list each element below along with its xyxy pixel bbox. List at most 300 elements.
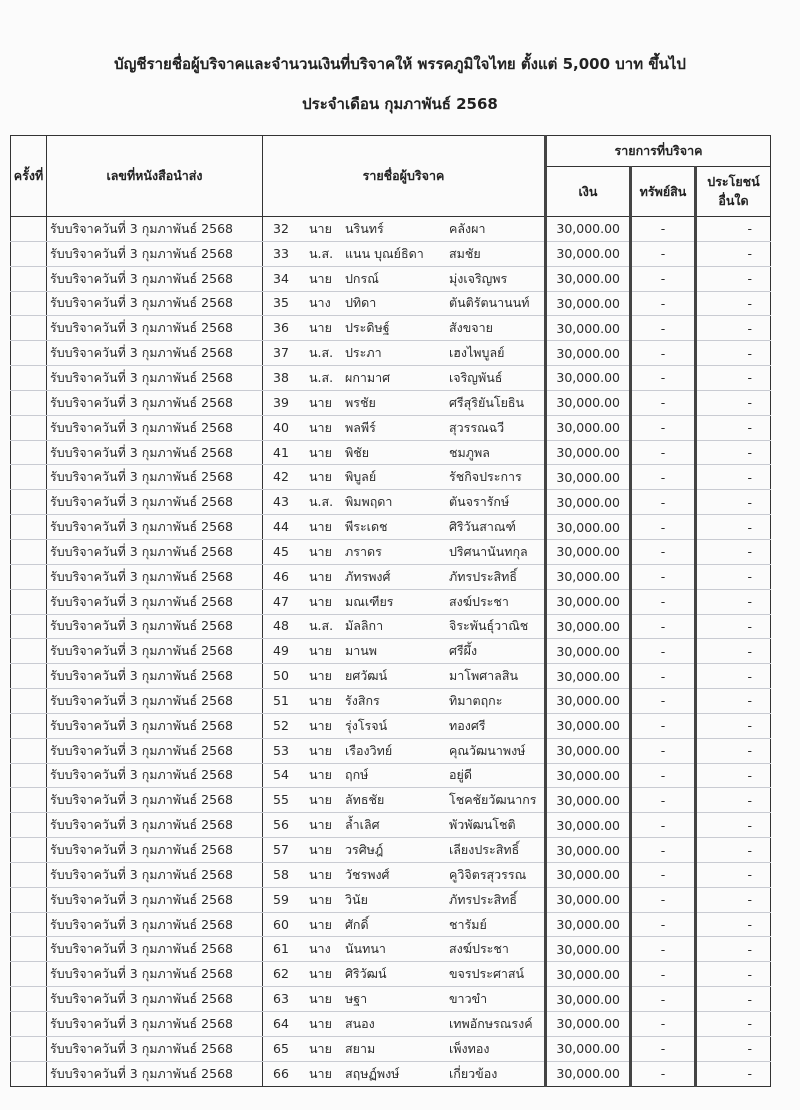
cell-order: [11, 465, 47, 490]
cell-donor: [263, 291, 546, 316]
cell-cash: 30,000.00: [546, 664, 631, 689]
cell-ref: รับบริจาควันที่ 3 กุมภาพันธ์ 2568: [47, 390, 263, 415]
cell-other-benefit: -: [696, 713, 771, 738]
cell-ref: รับบริจาควันที่ 3 กุมภาพันธ์ 2568: [47, 862, 263, 887]
cell-property: -: [631, 862, 696, 887]
cell-donor: [263, 539, 546, 564]
donor-first-name: พิมพฤดา: [345, 494, 393, 510]
donor-number: 64: [273, 1015, 289, 1031]
cell-ref: รับบริจาควันที่ 3 กุมภาพันธ์ 2568: [47, 887, 263, 912]
donor-number: 36: [273, 320, 289, 336]
donor-title: นาย: [309, 991, 332, 1007]
donor-number: 47: [273, 593, 289, 609]
donor-title: น.ส.: [309, 345, 334, 361]
cell-cash: 30,000.00: [546, 1061, 631, 1086]
cell-other-benefit: -: [696, 366, 771, 391]
cell-donor: [263, 912, 546, 937]
header-other-benefit: ประโยชน์ อื่นใด: [696, 167, 771, 217]
donor-last-name: ตันจรารักษ์: [449, 494, 510, 510]
cell-order: [11, 639, 47, 664]
cell-other-benefit: -: [696, 689, 771, 714]
donor-last-name: เลียงประสิทธิ์: [449, 842, 520, 858]
donor-first-name: ประภา: [345, 345, 382, 361]
donor-number: 57: [273, 842, 289, 858]
donor-number: 46: [273, 568, 289, 584]
table-row: [11, 813, 771, 838]
cell-ref: รับบริจาควันที่ 3 กุมภาพันธ์ 2568: [47, 291, 263, 316]
cell-ref: รับบริจาควันที่ 3 กุมภาพันธ์ 2568: [47, 440, 263, 465]
cell-other-benefit: -: [696, 316, 771, 341]
table-row: [11, 217, 771, 242]
cell-order: [11, 291, 47, 316]
donor-title: นาย: [309, 419, 332, 435]
donor-title: น.ส.: [309, 618, 334, 634]
cell-other-benefit: -: [696, 291, 771, 316]
cell-ref: รับบริจาควันที่ 3 กุมภาพันธ์ 2568: [47, 564, 263, 589]
cell-other-benefit: -: [696, 664, 771, 689]
cell-property: -: [631, 341, 696, 366]
donor-title: นาง: [309, 941, 331, 957]
donor-first-name: ภัทรพงศ์: [345, 568, 391, 584]
donor-last-name: ชารัมย์: [449, 916, 487, 932]
donor-first-name: ลัทธชัย: [345, 792, 385, 808]
cell-order: [11, 539, 47, 564]
donor-last-name: จิระพันธุ์วาณิช: [449, 618, 529, 634]
cell-donor: [263, 763, 546, 788]
cell-donor: [263, 490, 546, 515]
cell-cash: 30,000.00: [546, 887, 631, 912]
cell-other-benefit: -: [696, 912, 771, 937]
cell-donor: [263, 689, 546, 714]
table-row: [11, 291, 771, 316]
table-row: [11, 316, 771, 341]
cell-cash: 30,000.00: [546, 614, 631, 639]
cell-cash: 30,000.00: [546, 266, 631, 291]
donor-first-name: พรชัย: [345, 394, 376, 410]
cell-order: [11, 589, 47, 614]
cell-property: -: [631, 937, 696, 962]
cell-other-benefit: -: [696, 1012, 771, 1037]
cell-other-benefit: -: [696, 813, 771, 838]
cell-cash: 30,000.00: [546, 862, 631, 887]
cell-property: -: [631, 689, 696, 714]
cell-donor: [263, 266, 546, 291]
cell-order: [11, 1036, 47, 1061]
cell-cash: 30,000.00: [546, 539, 631, 564]
table-row: [11, 937, 771, 962]
donor-first-name: วินัย: [345, 891, 368, 907]
cell-property: -: [631, 713, 696, 738]
table-row: [11, 1036, 771, 1061]
donor-number: 45: [273, 543, 289, 559]
table-row: [11, 713, 771, 738]
donor-number: 66: [273, 1065, 289, 1081]
cell-order: [11, 763, 47, 788]
table-row: [11, 564, 771, 589]
table-row: [11, 962, 771, 987]
cell-ref: รับบริจาควันที่ 3 กุมภาพันธ์ 2568: [47, 788, 263, 813]
cell-donor: [263, 465, 546, 490]
cell-donor: [263, 987, 546, 1012]
cell-other-benefit: -: [696, 465, 771, 490]
cell-property: -: [631, 788, 696, 813]
table-row: [11, 1061, 771, 1086]
donor-first-name: มณเฑียร: [345, 593, 394, 609]
cell-order: [11, 738, 47, 763]
donor-number: 37: [273, 345, 289, 361]
cell-donor: [263, 838, 546, 863]
cell-order: [11, 962, 47, 987]
donor-number: 49: [273, 643, 289, 659]
cell-donor: [263, 962, 546, 987]
donor-last-name: ศรีผึ้ง: [449, 643, 478, 659]
cell-cash: 30,000.00: [546, 962, 631, 987]
table-row: [11, 838, 771, 863]
donor-last-name: สงฆ์ประชา: [449, 941, 509, 957]
donor-title: นาย: [309, 842, 332, 858]
cell-cash: 30,000.00: [546, 838, 631, 863]
cell-cash: 30,000.00: [546, 639, 631, 664]
cell-cash: 30,000.00: [546, 713, 631, 738]
donor-first-name: สนอง: [345, 1015, 375, 1031]
cell-order: [11, 515, 47, 540]
cell-property: -: [631, 291, 696, 316]
cell-order: [11, 987, 47, 1012]
donor-title: นาย: [309, 1015, 332, 1031]
donor-first-name: พีระเดช: [345, 519, 388, 535]
cell-order: [11, 664, 47, 689]
cell-ref: รับบริจาควันที่ 3 กุมภาพันธ์ 2568: [47, 1061, 263, 1086]
cell-donor: [263, 937, 546, 962]
cell-ref: รับบริจาควันที่ 3 กุมภาพันธ์ 2568: [47, 490, 263, 515]
donor-number: 48: [273, 618, 289, 634]
donor-title: น.ส.: [309, 494, 334, 510]
donor-first-name: ศักดิ์: [345, 916, 369, 932]
donor-number: 42: [273, 469, 289, 485]
donor-number: 44: [273, 519, 289, 535]
cell-order: [11, 614, 47, 639]
donor-first-name: มัลลิกา: [345, 618, 384, 634]
donor-title: นาย: [309, 394, 332, 410]
cell-cash: 30,000.00: [546, 366, 631, 391]
donor-last-name: ตันติรัตนานนท์: [449, 295, 530, 311]
donor-last-name: คุณวัฒนาพงษ์: [449, 742, 526, 758]
donor-number: 55: [273, 792, 289, 808]
donor-first-name: นันทนา: [345, 941, 386, 957]
table-row: [11, 689, 771, 714]
cell-property: -: [631, 490, 696, 515]
donor-title: นาย: [309, 817, 332, 833]
cell-cash: 30,000.00: [546, 987, 631, 1012]
cell-property: -: [631, 664, 696, 689]
cell-other-benefit: -: [696, 1036, 771, 1061]
donor-title: นาย: [309, 643, 332, 659]
donor-last-name: สมชัย: [449, 245, 481, 261]
cell-cash: 30,000.00: [546, 689, 631, 714]
cell-cash: 30,000.00: [546, 564, 631, 589]
cell-other-benefit: -: [696, 639, 771, 664]
donor-last-name: ทองศรี: [449, 717, 486, 733]
table-row: [11, 1012, 771, 1037]
cell-ref: รับบริจาควันที่ 3 กุมภาพันธ์ 2568: [47, 738, 263, 763]
cell-property: -: [631, 241, 696, 266]
donor-first-name: ปทิดา: [345, 295, 377, 311]
donor-first-name: ปกรณ์: [345, 270, 379, 286]
cell-other-benefit: -: [696, 838, 771, 863]
donor-number: 43: [273, 494, 289, 510]
cell-donor: [263, 415, 546, 440]
table-row: [11, 887, 771, 912]
cell-cash: 30,000.00: [546, 440, 631, 465]
cell-ref: รับบริจาควันที่ 3 กุมภาพันธ์ 2568: [47, 241, 263, 266]
cell-other-benefit: -: [696, 415, 771, 440]
donor-first-name: พลพีร์: [345, 419, 376, 435]
cell-cash: 30,000.00: [546, 763, 631, 788]
table-row: [11, 788, 771, 813]
cell-property: -: [631, 813, 696, 838]
cell-cash: 30,000.00: [546, 1012, 631, 1037]
donor-title: นาย: [309, 320, 332, 336]
cell-ref: รับบริจาควันที่ 3 กุมภาพันธ์ 2568: [47, 217, 263, 242]
cell-donor: [263, 316, 546, 341]
cell-order: [11, 1012, 47, 1037]
donor-last-name: อยู่ดี: [449, 767, 472, 783]
cell-donor: [263, 341, 546, 366]
cell-ref: รับบริจาควันที่ 3 กุมภาพันธ์ 2568: [47, 515, 263, 540]
cell-property: -: [631, 440, 696, 465]
donor-last-name: พัวพัฒนโชติ: [449, 817, 516, 833]
cell-ref: รับบริจาควันที่ 3 กุมภาพันธ์ 2568: [47, 266, 263, 291]
donor-first-name: ประดิษฐ์: [345, 320, 390, 336]
cell-other-benefit: -: [696, 738, 771, 763]
donor-title: นาย: [309, 916, 332, 932]
cell-donor: [263, 1036, 546, 1061]
cell-property: -: [631, 390, 696, 415]
table-row: [11, 912, 771, 937]
cell-property: -: [631, 366, 696, 391]
table-row: [11, 515, 771, 540]
donor-last-name: โชคชัยวัฒนากร: [449, 792, 537, 808]
cell-donor: [263, 862, 546, 887]
donor-first-name: นรินทร์: [345, 220, 384, 236]
cell-other-benefit: -: [696, 440, 771, 465]
donor-first-name: ฤกษ์: [345, 767, 369, 783]
cell-other-benefit: -: [696, 937, 771, 962]
table-row: [11, 490, 771, 515]
cell-property: -: [631, 465, 696, 490]
cell-other-benefit: -: [696, 614, 771, 639]
donor-number: 60: [273, 916, 289, 932]
donor-title: นาย: [309, 891, 332, 907]
table-row: [11, 241, 771, 266]
cell-property: -: [631, 738, 696, 763]
cell-property: -: [631, 887, 696, 912]
cell-property: -: [631, 763, 696, 788]
donor-first-name: ภราดร: [345, 543, 382, 559]
donor-last-name: สุวรรณฉวี: [449, 419, 505, 435]
donor-title: นาย: [309, 444, 332, 460]
donor-last-name: เทพอักษรณรงค์: [449, 1015, 533, 1031]
donor-title: นาง: [309, 295, 331, 311]
cell-order: [11, 490, 47, 515]
header-donation-group: รายการที่บริจาค: [546, 136, 771, 167]
cell-order: [11, 564, 47, 589]
donor-number: 58: [273, 866, 289, 882]
donor-last-name: เกี่ยวข้อง: [449, 1065, 498, 1081]
cell-property: -: [631, 266, 696, 291]
donor-last-name: ภัทรประสิทธิ์: [449, 891, 518, 907]
donor-number: 50: [273, 668, 289, 684]
cell-property: -: [631, 217, 696, 242]
table-row: [11, 589, 771, 614]
donor-number: 41: [273, 444, 289, 460]
donor-title: นาย: [309, 220, 332, 236]
donor-number: 33: [273, 245, 289, 261]
donor-table: [10, 135, 771, 1087]
cell-donor: [263, 589, 546, 614]
cell-ref: รับบริจาควันที่ 3 กุมภาพันธ์ 2568: [47, 664, 263, 689]
table-row: [11, 539, 771, 564]
donor-first-name: ศิริวัฒน์: [345, 966, 387, 982]
table-row: [11, 465, 771, 490]
cell-order: [11, 316, 47, 341]
cell-other-benefit: -: [696, 589, 771, 614]
cell-donor: [263, 241, 546, 266]
donor-number: 51: [273, 692, 289, 708]
donor-number: 63: [273, 991, 289, 1007]
donor-last-name: ศิริวันสาณฑ์: [449, 519, 516, 535]
header-cash: เงิน: [546, 167, 631, 217]
table-row: [11, 366, 771, 391]
cell-donor: [263, 738, 546, 763]
donor-first-name: ษฐา: [345, 991, 368, 1007]
cell-property: -: [631, 639, 696, 664]
donor-last-name: ขาวขำ: [449, 991, 488, 1007]
donor-number: 34: [273, 270, 289, 286]
donor-number: 62: [273, 966, 289, 982]
cell-order: [11, 912, 47, 937]
cell-donor: [263, 614, 546, 639]
table-row: [11, 341, 771, 366]
cell-cash: 30,000.00: [546, 1036, 631, 1061]
cell-cash: 30,000.00: [546, 515, 631, 540]
cell-other-benefit: -: [696, 266, 771, 291]
cell-other-benefit: -: [696, 241, 771, 266]
cell-property: -: [631, 987, 696, 1012]
donor-title: นาย: [309, 692, 332, 708]
cell-cash: 30,000.00: [546, 241, 631, 266]
donor-title: นาย: [309, 866, 332, 882]
donor-title: นาย: [309, 1040, 332, 1056]
donor-number: 61: [273, 941, 289, 957]
cell-ref: รับบริจาควันที่ 3 กุมภาพันธ์ 2568: [47, 589, 263, 614]
cell-order: [11, 217, 47, 242]
cell-donor: [263, 713, 546, 738]
cell-donor: [263, 1061, 546, 1086]
cell-other-benefit: -: [696, 862, 771, 887]
cell-ref: รับบริจาควันที่ 3 กุมภาพันธ์ 2568: [47, 713, 263, 738]
cell-property: -: [631, 962, 696, 987]
cell-donor: [263, 788, 546, 813]
donor-number: 52: [273, 717, 289, 733]
donor-title: นาย: [309, 593, 332, 609]
donor-last-name: มาโพศาลสิน: [449, 668, 519, 684]
donor-first-name: แนน บุณย์ธิดา: [345, 245, 424, 261]
cell-other-benefit: -: [696, 515, 771, 540]
donor-first-name: ล้ำเลิศ: [345, 817, 380, 833]
cell-cash: 30,000.00: [546, 291, 631, 316]
cell-ref: รับบริจาควันที่ 3 กุมภาพันธ์ 2568: [47, 838, 263, 863]
cell-cash: 30,000.00: [546, 465, 631, 490]
document-title: บัญชีรายชื่อผู้บริจาคและจำนวนเงินที่บริจาคให้ พรรคภูมิใจไทย ตั้งแต่ 5,000 บาท ขึ้นไป: [114, 55, 686, 73]
cell-donor: [263, 639, 546, 664]
donor-last-name: สงฆ์ประชา: [449, 593, 509, 609]
cell-donor: [263, 515, 546, 540]
donor-number: 53: [273, 742, 289, 758]
cell-donor: [263, 564, 546, 589]
donor-last-name: คลังผา: [449, 220, 486, 236]
table-row: [11, 390, 771, 415]
cell-property: -: [631, 1012, 696, 1037]
cell-donor: [263, 813, 546, 838]
cell-ref: รับบริจาควันที่ 3 กุมภาพันธ์ 2568: [47, 539, 263, 564]
cell-order: [11, 788, 47, 813]
donor-number: 35: [273, 295, 289, 311]
donor-title: นาย: [309, 1065, 332, 1081]
cell-order: [11, 813, 47, 838]
cell-ref: รับบริจาควันที่ 3 กุมภาพันธ์ 2568: [47, 465, 263, 490]
cell-other-benefit: -: [696, 390, 771, 415]
cell-ref: รับบริจาควันที่ 3 กุมภาพันธ์ 2568: [47, 316, 263, 341]
cell-ref: รับบริจาควันที่ 3 กุมภาพันธ์ 2568: [47, 987, 263, 1012]
donor-last-name: ภัทรประสิทธิ์: [449, 568, 518, 584]
cell-order: [11, 887, 47, 912]
cell-other-benefit: -: [696, 341, 771, 366]
donor-number: 32: [273, 220, 289, 236]
donor-title: นาย: [309, 543, 332, 559]
cell-property: -: [631, 415, 696, 440]
cell-other-benefit: -: [696, 490, 771, 515]
donor-last-name: เพ็งทอง: [449, 1040, 490, 1056]
cell-cash: 30,000.00: [546, 390, 631, 415]
cell-cash: 30,000.00: [546, 813, 631, 838]
donor-number: 40: [273, 419, 289, 435]
cell-ref: รับบริจาควันที่ 3 กุมภาพันธ์ 2568: [47, 689, 263, 714]
donor-number: 54: [273, 767, 289, 783]
cell-other-benefit: -: [696, 962, 771, 987]
cell-ref: รับบริจาควันที่ 3 กุมภาพันธ์ 2568: [47, 937, 263, 962]
cell-property: -: [631, 515, 696, 540]
cell-property: -: [631, 1036, 696, 1061]
donor-last-name: ปริศนานันทกุล: [449, 543, 528, 559]
donor-title: นาย: [309, 568, 332, 584]
table-row: [11, 738, 771, 763]
table-row: [11, 440, 771, 465]
table-row: [11, 639, 771, 664]
cell-cash: 30,000.00: [546, 937, 631, 962]
cell-donor: [263, 1012, 546, 1037]
donor-title: นาย: [309, 966, 332, 982]
donor-first-name: รุ่งโรจน์: [345, 717, 388, 733]
donor-first-name: ยศวัฒน์: [345, 668, 388, 684]
donor-first-name: วัชรพงศ์: [345, 866, 390, 882]
table-row: [11, 862, 771, 887]
donor-title: นาย: [309, 742, 332, 758]
cell-order: [11, 415, 47, 440]
cell-property: -: [631, 564, 696, 589]
cell-order: [11, 440, 47, 465]
cell-donor: [263, 664, 546, 689]
